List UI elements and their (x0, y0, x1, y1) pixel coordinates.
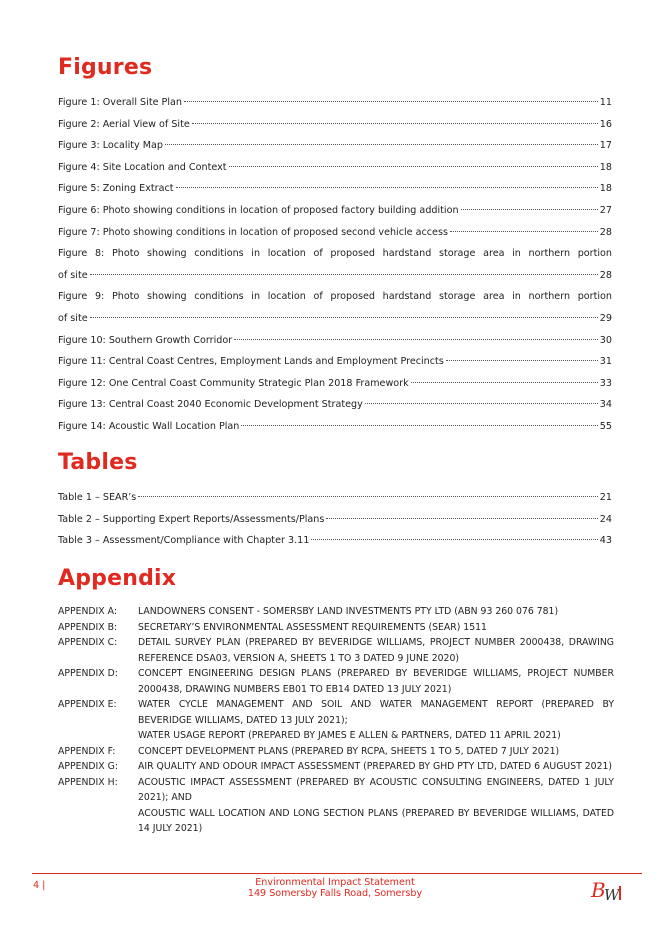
appendix-description-line: WATER CYCLE MANAGEMENT AND SOIL AND WATER MANAGEMENT REPORT (PREPARED BY BEVERIDGE WILLIAMS, DATED 13 JULY 2021); (138, 699, 614, 726)
appendix-entry (58, 604, 614, 620)
appendix-description-line: CONCEPT DEVELOPMENT PLANS (PREPARED BY RCPA, SHEETS 1 TO 5, DATED 7 JULY 2021) (138, 745, 560, 757)
figures-entry-page: 29 (599, 312, 612, 324)
figures-entry-label-line1: Figure 8: Photo showing conditions in location of proposed hardstand storage area in northern portion (58, 248, 612, 260)
figures-entry-continuation (58, 308, 612, 330)
appendix-key: APPENDIX G: (58, 761, 118, 772)
dot-leader (90, 273, 598, 275)
figures-heading: Figures (58, 55, 153, 80)
tables-entry-page: 43 (599, 535, 612, 547)
dot-leader (192, 122, 598, 124)
figures-entry-label: Figure 4: Site Location and Context (58, 161, 227, 173)
figures-entry[interactable] (58, 373, 612, 395)
appendix-description (138, 666, 614, 697)
appendix-description (138, 604, 614, 620)
appendix-description (138, 620, 614, 636)
figures-entry-continuation (58, 265, 612, 287)
figures-entry[interactable] (58, 394, 612, 416)
appendix-description-line: DETAIL SURVEY PLAN (PREPARED BY BEVERIDGE WILLIAMS, PROJECT NUMBER 2000438, DRAWING REFERENCE DSA03, VERSION A, SHEETS 1 TO 3 DATED 9 JUNE 2020) (138, 637, 614, 664)
figures-entry-page: 34 (599, 399, 612, 411)
appendix-description (138, 697, 614, 744)
tables-entry[interactable] (58, 487, 612, 509)
appendix-description (138, 744, 614, 760)
dot-leader (446, 359, 598, 361)
figures-entry[interactable] (58, 222, 612, 244)
figures-entry-label-line2: of site (58, 312, 88, 324)
appendix-list (58, 604, 614, 837)
appendix-entry (58, 744, 614, 760)
figures-entry-label-line1: Figure 9: Photo showing conditions in location of proposed hardstand storage area in northern portion (58, 291, 612, 303)
figures-entry-label: Figure 11: Central Coast Centres, Employment Lands and Employment Precincts (58, 356, 444, 368)
dot-leader (229, 165, 598, 167)
appendix-entry (58, 759, 614, 775)
figures-entry-page: 16 (599, 118, 612, 130)
figures-entry-label-line2: of site (58, 269, 88, 281)
dot-leader (176, 186, 598, 188)
footer-page-number: 4 | (33, 880, 46, 891)
appendix-description-line: CONCEPT ENGINEERING DESIGN PLANS (PREPARED BY BEVERIDGE WILLIAMS, PROJECT NUMBER 2000438, DRAWING NUMBERS EB01 TO EB14 DATED 13 JULY 2021) (138, 668, 614, 695)
dot-leader (311, 538, 597, 540)
appendix-entry (58, 635, 614, 666)
appendix-entry (58, 697, 614, 744)
figures-entry-label: Figure 6: Photo showing conditions in location of proposed factory building addition (58, 204, 459, 216)
appendix-description (138, 759, 614, 775)
figures-entry-page: 30 (599, 334, 612, 346)
tables-entry-label: Table 1 – SEAR’s (58, 492, 137, 503)
dot-leader (165, 143, 598, 145)
appendix-entry (58, 775, 614, 837)
figures-entry-page: 28 (599, 226, 612, 238)
appendix-entry (58, 620, 614, 636)
appendix-entry (58, 666, 614, 697)
figures-entry-label: Figure 1: Overall Site Plan (58, 97, 182, 108)
figures-entry[interactable] (58, 286, 612, 329)
bw-logo-svg (589, 876, 625, 904)
appendix-description-line: ACOUSTIC IMPACT ASSESSMENT (PREPARED BY ACOUSTIC CONSULTING ENGINEERS, DATED 1 JULY 2021); AND (138, 776, 614, 803)
figures-entry[interactable] (58, 416, 612, 438)
tables-entry[interactable] (58, 530, 612, 552)
figures-entry-label: Figure 13: Central Coast 2040 Economic Development Strategy (58, 399, 363, 411)
appendix-description (138, 775, 614, 837)
figures-entry-label: Figure 14: Acoustic Wall Location Plan (58, 420, 240, 432)
figures-entry-page: 18 (599, 161, 612, 173)
figures-entry-label: Figure 3: Locality Map (58, 140, 163, 152)
dot-leader (138, 495, 597, 497)
footer-title (0, 877, 670, 899)
dot-leader (90, 316, 598, 318)
tables-entry-label: Table 3 – Assessment/Compliance with Chapter 3.11 (58, 535, 310, 547)
dot-leader (326, 517, 597, 519)
dot-leader (365, 402, 598, 404)
dot-leader (241, 424, 597, 426)
figures-entry[interactable] (58, 178, 612, 200)
footer-line-1: Environmental Impact Statement (255, 877, 415, 888)
figures-entry[interactable] (58, 243, 612, 286)
figures-entry-page: 33 (599, 377, 612, 389)
figures-entry[interactable] (58, 200, 612, 222)
tables-entry-page: 21 (599, 492, 612, 503)
dot-leader (450, 230, 598, 232)
figures-entry-label: Figure 10: Southern Growth Corridor (58, 334, 233, 346)
figures-entry-page: 27 (599, 204, 612, 216)
footer-line-2: 149 Somersby Falls Road, Somersby (247, 888, 423, 899)
figures-entry-page: 17 (599, 140, 612, 152)
figures-entry-label: Figure 5: Zoning Extract (58, 183, 174, 195)
figures-entry-page: 18 (599, 183, 612, 195)
dot-leader (411, 381, 598, 383)
svg-text:B: B (591, 878, 606, 902)
figures-entry-page: 31 (599, 356, 612, 368)
appendix-key: APPENDIX C: (58, 637, 118, 648)
bw-logo-icon (589, 876, 625, 908)
dot-leader (234, 338, 598, 340)
figures-entry-label: Figure 2: Aerial View of Site (58, 118, 190, 130)
tables-heading: Tables (58, 450, 138, 475)
appendix-description-line: AIR QUALITY AND ODOUR IMPACT ASSESSMENT (PREPARED BY GHD PTY LTD, DATED 6 AUGUST 2021) (138, 761, 613, 772)
svg-text:W: W (604, 886, 620, 904)
tables-entry-label: Table 2 – Supporting Expert Reports/Assessments/Plans (58, 513, 325, 525)
appendix-heading: Appendix (58, 566, 177, 591)
figures-entry[interactable] (58, 92, 612, 114)
appendix-description-line: ACOUSTIC WALL LOCATION AND LONG SECTION PLANS (PREPARED BY BEVERIDGE WILLIAMS, DATED 14 JULY 2021) (138, 807, 614, 834)
appendix-key: APPENDIX B: (58, 621, 118, 633)
figures-entry[interactable] (58, 114, 612, 136)
appendix-key: APPENDIX F: (58, 745, 116, 757)
figures-entry-page: 55 (599, 420, 612, 432)
appendix-key: APPENDIX D: (58, 668, 118, 679)
figures-entry[interactable] (58, 351, 612, 373)
figures-entry[interactable] (58, 330, 612, 352)
appendix-key: APPENDIX E: (58, 699, 117, 710)
dot-leader (461, 208, 598, 210)
figures-entry-label: Figure 7: Photo showing conditions in location of proposed second vehicle access (58, 226, 448, 238)
appendix-key: APPENDIX H: (58, 776, 118, 788)
tables-entry[interactable] (58, 509, 612, 531)
tables-list (58, 487, 612, 552)
dot-leader (184, 100, 598, 102)
figures-entry-label: Figure 12: One Central Coast Community Strategic Plan 2018 Framework (58, 377, 409, 389)
tables-entry-page: 24 (599, 513, 612, 525)
figures-entry-page: 11 (599, 97, 612, 108)
appendix-description-line: LANDOWNERS CONSENT - SOMERSBY LAND INVESTMENTS PTY LTD (ABN 93 260 076 781) (138, 606, 559, 617)
figures-list (58, 92, 612, 438)
appendix-description-line: SECRETARY’S ENVIRONMENTAL ASSESSMENT REQUIREMENTS (SEAR) 1511 (138, 621, 487, 633)
figures-entry[interactable] (58, 157, 612, 179)
figures-entry[interactable] (58, 135, 612, 157)
appendix-description-line: WATER USAGE REPORT (PREPARED BY JAMES E ALLEN & PARTNERS, DATED 11 APRIL 2021) (138, 730, 561, 741)
appendix-key: APPENDIX A: (58, 606, 117, 617)
figures-entry-page: 28 (599, 269, 612, 281)
appendix-description (138, 635, 614, 666)
footer-divider (32, 873, 642, 874)
